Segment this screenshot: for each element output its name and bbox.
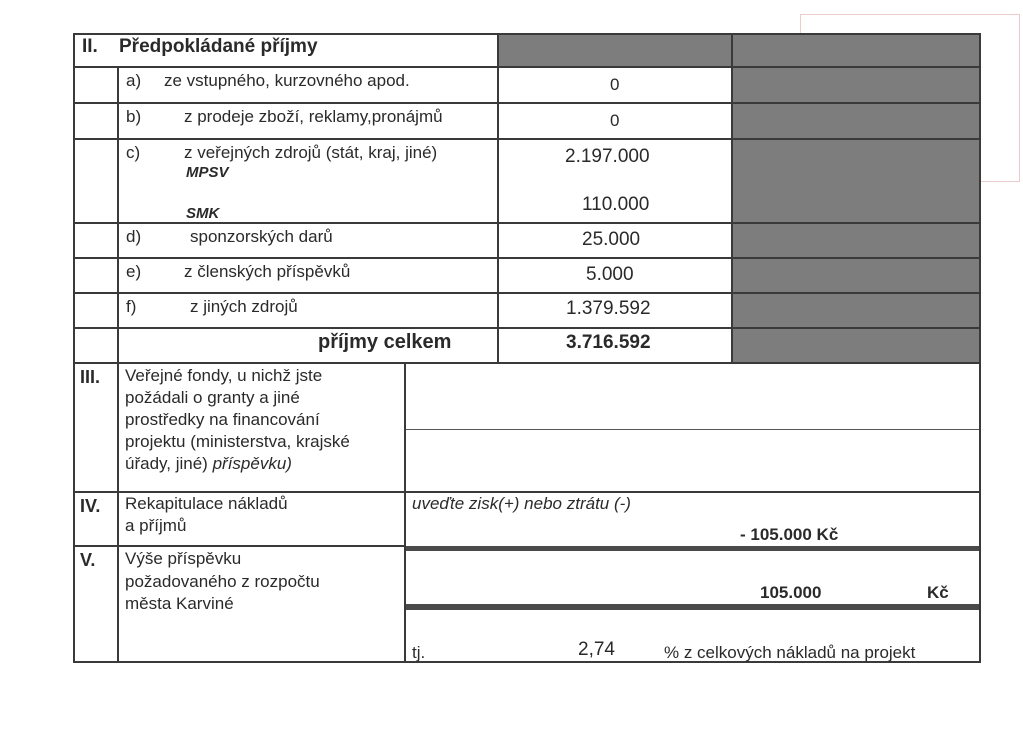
row-c-sub2: SMK <box>186 205 220 222</box>
row-d-label: sponzorských darů <box>190 227 333 246</box>
section5-line1: Výše příspěvku <box>125 549 242 568</box>
section5-percent-text: % z celkových nákladů na projekt <box>664 643 916 662</box>
row-b-value: 0 <box>610 111 620 130</box>
section5-tj: tj. <box>412 643 426 662</box>
row-f-letter: f) <box>126 297 137 316</box>
section5-value: 105.000 <box>760 583 822 602</box>
row-e-label: z členských příspěvků <box>184 262 351 281</box>
shaded-col5-a <box>732 67 980 103</box>
section5-currency: Kč <box>927 583 949 602</box>
section4-line1: Rekapitulace nákladů <box>125 494 288 513</box>
row-a-value: 0 <box>610 75 620 94</box>
section5-percent: 2,74 <box>578 639 615 660</box>
row-b-label: z prodeje zboží, reklamy,pronájmů <box>184 107 443 126</box>
row-a-letter: a) <box>126 71 142 90</box>
shaded-col5-b <box>732 103 980 139</box>
shaded-col5-c <box>732 139 980 223</box>
row-f-value: 1.379.592 <box>566 298 651 319</box>
section5-line2: požadovaného z rozpočtu <box>125 572 320 591</box>
row-c-value2: 110.000 <box>582 194 650 215</box>
shaded-col5-f <box>732 293 980 328</box>
section3-line3: prostředky na financování <box>125 410 320 429</box>
section5-number: V. <box>80 550 96 570</box>
section3-line5-plain: úřady, jiné) <box>125 454 208 473</box>
section3-line4: projektu (ministerstva, krajské <box>125 432 350 451</box>
row-d-value: 25.000 <box>582 229 641 250</box>
section4-hint: uveďte zisk(+) nebo ztrátu (-) <box>412 494 631 513</box>
row-a-label: ze vstupného, kurzovného apod. <box>164 71 410 90</box>
row-c-letter: c) <box>126 143 141 162</box>
section2-title: Předpokládané příjmy <box>119 36 318 57</box>
row-f-label: z jiných zdrojů <box>190 297 298 316</box>
section3-line2: požádali o granty a jiné <box>125 388 300 407</box>
section3-line5-italic: příspěvku) <box>212 454 292 473</box>
row-e-letter: e) <box>126 262 142 281</box>
shaded-header-col4 <box>498 34 732 67</box>
shaded-col5-e <box>732 258 980 293</box>
shaded-col5-total <box>732 328 980 363</box>
income-total-label: příjmy celkem <box>318 331 452 353</box>
section2-number: II. <box>82 36 98 57</box>
section4-line2: a příjmů <box>125 516 187 535</box>
section4-number: IV. <box>80 496 101 516</box>
row-c-label: z veřejných zdrojů (stát, kraj, jiné) <box>184 143 438 162</box>
shaded-col5-d <box>732 223 980 258</box>
row-c-value: 2.197.000 <box>565 146 650 167</box>
income-total-value: 3.716.592 <box>566 332 651 353</box>
section5-line3: města Karviné <box>125 594 234 613</box>
section3-line1: Veřejné fondy, u nichž jste <box>125 366 323 385</box>
section3-line5 <box>125 454 292 474</box>
shaded-header-col5 <box>732 34 980 67</box>
section4-value: - 105.000 Kč <box>740 525 839 544</box>
section3-number: III. <box>80 367 101 387</box>
row-c-sub1: MPSV <box>186 164 229 181</box>
row-b-letter: b) <box>126 107 142 126</box>
row-e-value: 5.000 <box>586 264 634 285</box>
row-d-letter: d) <box>126 227 142 246</box>
